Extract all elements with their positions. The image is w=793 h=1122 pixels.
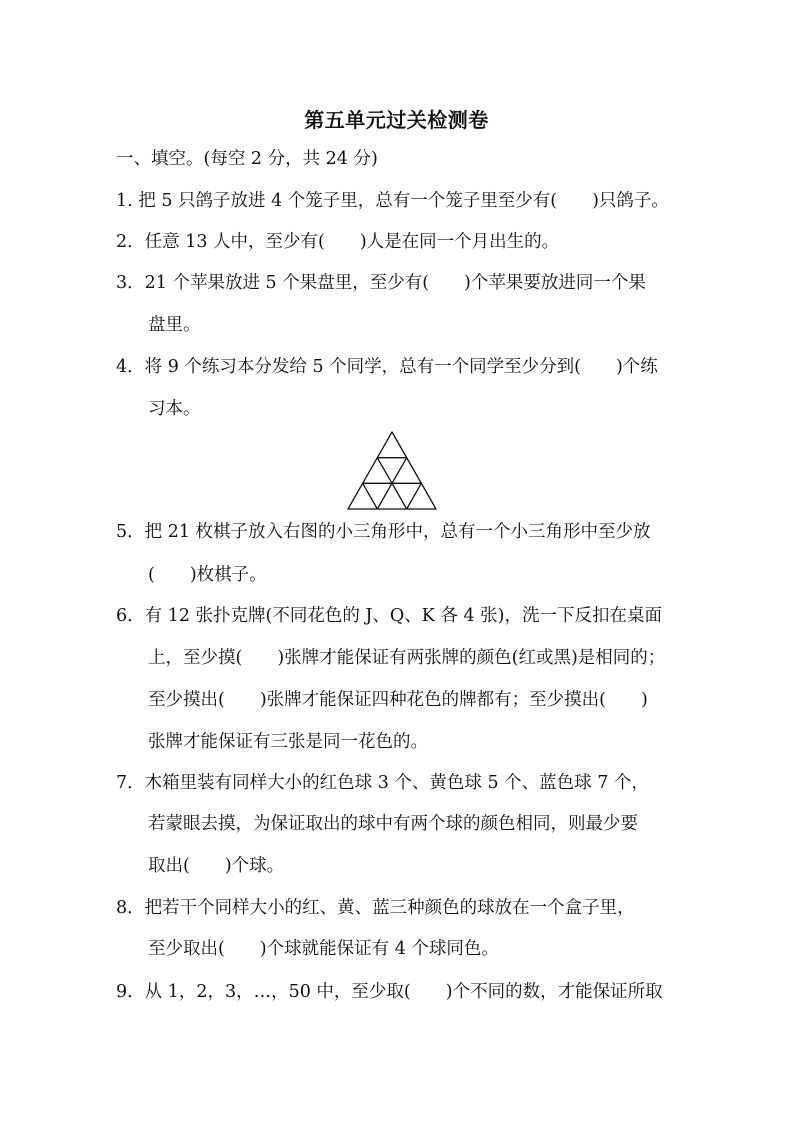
question-6-line-2: 上，至少摸( )张牌才能保证有两张牌的颜色(红或黑)是相同的；: [148, 648, 666, 668]
question-3-line-1: 3．21 个苹果放进 5 个果盘里，至少有( )个苹果要放进同一个果: [116, 273, 646, 293]
triangle-grid-figure: [346, 430, 438, 512]
question-1: 1. 把 5 只鸽子放进 4 个笼子里，总有一个笼子里至少有( )只鸽子。: [116, 191, 669, 211]
question-9-line-1: 9．从 1，2，3，…，50 中，至少取( )个不同的数，才能保证所取: [116, 982, 663, 1002]
triangle-grid-icon: [346, 430, 438, 512]
question-7-line-2: 若蒙眼去摸，为保证取出的球中有两个球的颜色相同，则最少要: [148, 814, 638, 834]
question-6-line-1: 6．有 12 张扑克牌(不同花色的 J、Q、K 各 4 张)，洗一下反扣在桌面: [116, 606, 663, 626]
question-7-line-1: 7．木箱里装有同样大小的红色球 3 个、黄色球 5 个、蓝色球 7 个，: [116, 773, 649, 793]
question-7-line-3: 取出( )个球。: [148, 856, 285, 876]
page-title: 第五单元过关检测卷: [304, 108, 489, 132]
section-heading: 一、填空。(每空 2 分，共 24 分): [116, 149, 378, 169]
question-5-line-2: ( )枚棋子。: [148, 565, 267, 585]
question-5-line-1: 5．把 21 枚棋子放入右图的小三角形中，总有一个小三角形中至少放: [116, 522, 651, 542]
question-6-line-3: 至少摸出( )张牌才能保证四种花色的牌都有；至少摸出( ): [148, 690, 648, 710]
question-4-line-2: 习本。: [148, 399, 201, 419]
question-2: 2．任意 13 人中，至少有( )人是在同一个月出生的。: [116, 232, 560, 252]
question-8-line-1: 8．把若干个同样大小的红、黄、蓝三种颜色的球放在一个盒子里，: [116, 898, 635, 918]
question-8-line-2: 至少取出( )个球就能保证有 4 个球同色。: [148, 939, 499, 959]
question-6-line-4: 张牌才能保证有三张是同一花色的。: [148, 732, 428, 752]
question-3-line-2: 盘里。: [148, 315, 201, 335]
question-4-line-1: 4．将 9 个练习本分发给 5 个同学，总有一个同学至少分到( )个练: [116, 357, 658, 377]
